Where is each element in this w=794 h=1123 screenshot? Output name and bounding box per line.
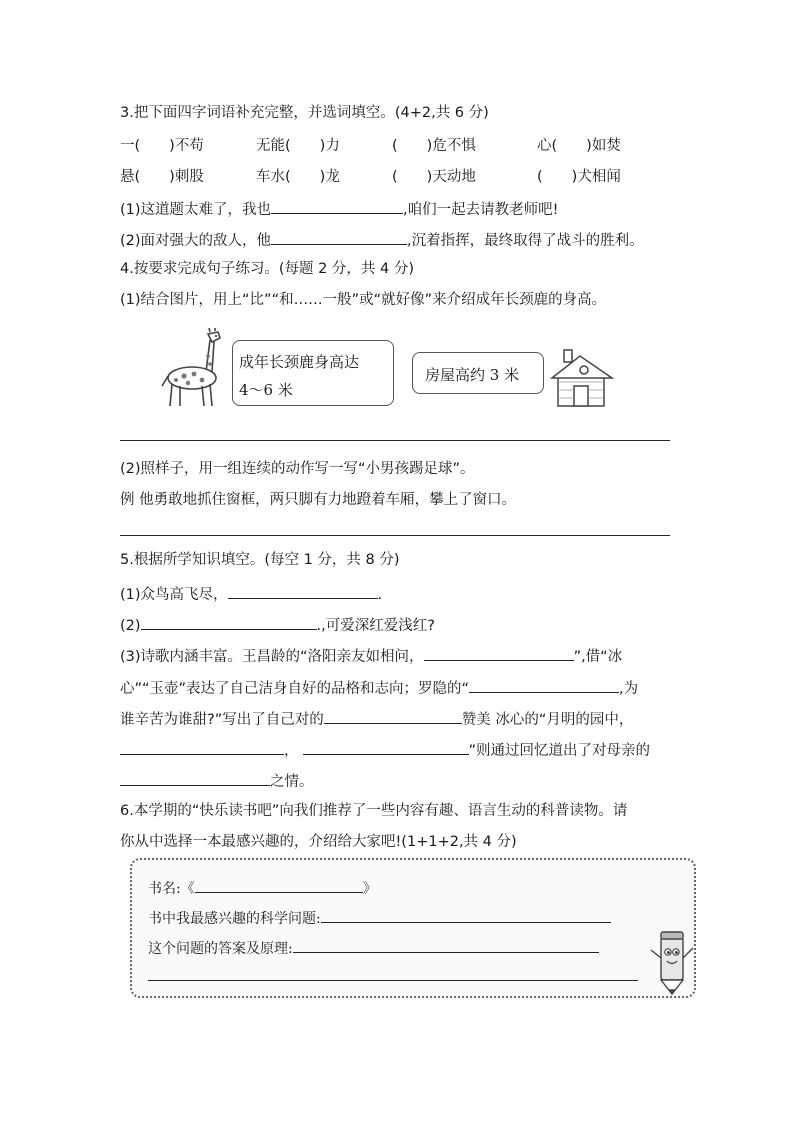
word-item: 车水( )龙 — [256, 169, 340, 185]
sentence-text: . — [377, 587, 383, 603]
question-blank[interactable] — [321, 906, 611, 923]
bubble-text: 成年长颈鹿身高达 — [239, 353, 360, 371]
sentence-text: ,为 — [619, 681, 639, 697]
answer-line[interactable] — [120, 535, 670, 536]
q4-example: 例 他勇敢地抓住窗框，两只脚有力地蹬着车厢，攀上了窗口。 — [120, 492, 517, 508]
answer-blank[interactable] — [141, 613, 317, 630]
word-item: ( )天动地 — [392, 169, 476, 185]
sentence-text: ”则通过回忆道出了对母亲的 — [468, 743, 651, 759]
pencil-mascot-icon — [645, 928, 701, 998]
card-label: 》 — [362, 881, 377, 897]
giraffe-height-bubble — [232, 340, 394, 406]
answer-blank[interactable] — [228, 582, 378, 599]
sentence-text: ， — [284, 743, 299, 759]
giraffe-icon — [158, 328, 228, 410]
q4-prompt-1: (1)结合图片，用上“比”“和……一般”或“就好像”来介绍成年长颈鹿的身高。 — [120, 292, 607, 308]
sentence-text: 谁辛苦为谁甜?”写出了自己对的 — [120, 712, 324, 728]
q3-title: 3.把下面四字词语补充完整，并选词填空。(4+2,共 6 分) — [120, 105, 489, 121]
sentence-text: ,沉着指挥，最终取得了战斗的胜利。 — [407, 233, 644, 249]
answer-blank[interactable] — [303, 738, 469, 755]
word-item: 无能( )力 — [256, 138, 340, 154]
q3-word-row-2 — [120, 165, 680, 186]
q5-title: 5.根据所学知识填空。(每空 1 分，共 8 分) — [120, 552, 400, 568]
q4-prompt-2: (2)照样子，用一组连续的动作写一写“小男孩踢足球”。 — [120, 461, 475, 477]
q3-sentence-2 — [120, 228, 644, 251]
q5-line-2 — [120, 613, 435, 636]
q6-prompt-line-1: 6.本学期的“快乐读书吧”向我们推荐了一些内容有趣、语言生动的科普读物。请 — [120, 803, 628, 819]
card-label: 这个问题的答案及原理: — [148, 941, 293, 957]
sentence-text: 赞美 冰心的“月明的园中， — [461, 712, 634, 728]
answer-blank[interactable] — [293, 936, 599, 953]
sentence-text: ,咱们一起去请教老师吧! — [403, 202, 559, 218]
card-book-row — [148, 876, 377, 898]
q5-line-4 — [120, 676, 638, 699]
answer-line[interactable] — [148, 980, 638, 981]
sentence-text: (2) — [120, 618, 141, 634]
q5-line-1 — [120, 582, 382, 605]
answer-blank[interactable] — [469, 676, 619, 693]
q6-prompt-line-2: 你从中选择一本最感兴趣的，介绍给大家吧!(1+1+2,共 4 分) — [120, 834, 517, 850]
sentence-text: (3)诗歌内涵丰富。王昌龄的“洛阳亲友如相问， — [120, 649, 424, 665]
bubble-text: 房屋高约 3 米 — [425, 366, 520, 384]
answer-blank[interactable] — [120, 769, 270, 786]
q3-sentence-1 — [120, 197, 558, 220]
house-icon — [550, 348, 616, 410]
bubble-text: 4～6 米 — [239, 381, 293, 399]
sentence-text: (1)这道题太难了，我也 — [120, 202, 272, 218]
book-intro-card — [130, 858, 696, 998]
card-question-row — [148, 906, 611, 928]
word-item: ( )危不惧 — [392, 138, 476, 154]
sentence-text: (1)众鸟高飞尽， — [120, 587, 228, 603]
q4-title: 4.按要求完成句子练习。(每题 2 分，共 4 分) — [120, 261, 415, 277]
house-height-bubble — [412, 352, 544, 394]
card-label: 书名:《 — [148, 881, 195, 897]
answer-line[interactable] — [120, 440, 670, 441]
card-label: 书中我最感兴趣的科学问题: — [148, 911, 321, 927]
sentence-text: 心”“玉壶”表达了自己洁身自好的品格和志向；罗隐的“ — [120, 681, 470, 697]
book-name-blank[interactable] — [195, 876, 363, 893]
sentence-text: (2)面对强大的敌人，他 — [120, 233, 272, 249]
q3-word-row-1 — [120, 134, 680, 155]
answer-blank[interactable] — [271, 197, 403, 214]
q5-line-3 — [120, 644, 622, 667]
answer-blank[interactable] — [271, 228, 407, 245]
q5-line-5 — [120, 707, 633, 730]
sentence-text: .,可爱深红爱浅红? — [316, 618, 435, 634]
answer-blank[interactable] — [120, 738, 284, 755]
q5-line-6 — [120, 738, 650, 761]
q5-line-7 — [120, 769, 314, 792]
sentence-text: ”,借“冰 — [573, 649, 623, 665]
sentence-text: 之情。 — [270, 774, 314, 790]
answer-blank[interactable] — [324, 707, 462, 724]
word-item: 一( )不苟 — [120, 138, 204, 154]
card-answer-row — [148, 936, 599, 958]
word-item: 心( )如焚 — [537, 138, 621, 154]
word-item: 悬( )刺股 — [120, 169, 204, 185]
answer-blank[interactable] — [424, 644, 574, 661]
word-item: ( )犬相闻 — [537, 169, 621, 185]
